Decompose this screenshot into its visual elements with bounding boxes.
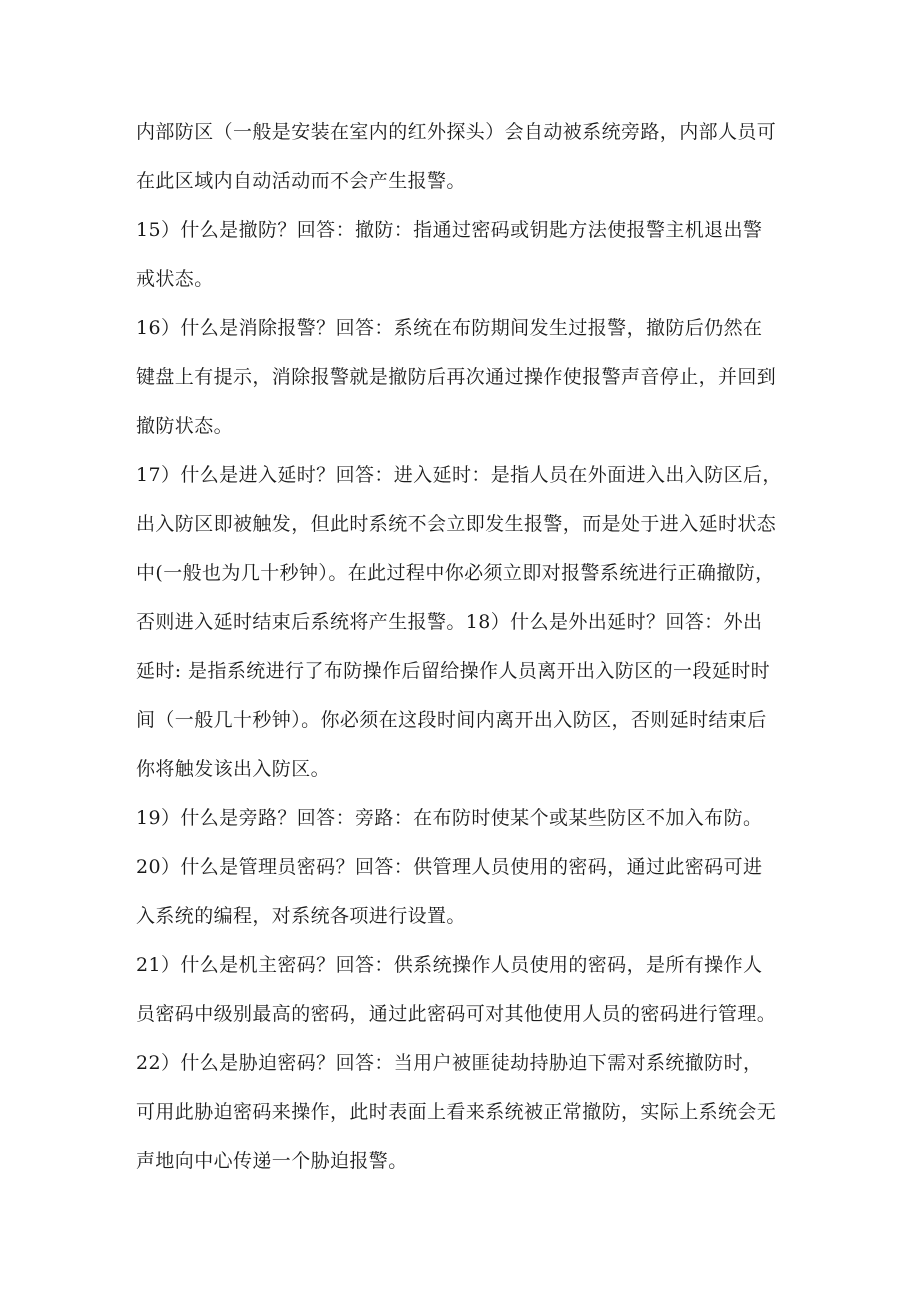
text-line: 17）什么是进入延时？回答：进入延时：是指人员在外面进入出入防区后，: [136, 464, 782, 486]
text-line: 戒状态。: [136, 268, 214, 290]
text-line: 延时: 是指系统进行了布防操作后留给操作人员离开出入防区的一段延时时: [136, 660, 771, 682]
text-line: 中(一般也为几十秒钟）。在此过程中你必须立即对报警系统进行正确撤防，: [136, 562, 775, 584]
text-line: 在此区域内自动活动而不会产生报警。: [136, 170, 466, 192]
text-line: 撤防状态。: [136, 415, 234, 437]
paragraph-q15-disarm: [136, 206, 796, 304]
text-line: 员密码中级别最高的密码，通过此密码可对其他使用人员的密码进行管理。: [136, 1003, 777, 1025]
document-body: [136, 108, 796, 1186]
paragraph-q19-bypass: [136, 794, 796, 843]
text-line: 19）什么是旁路？回答：旁路：在布防时使某个或某些防区不加入布防。: [136, 807, 763, 829]
text-line: 22）什么是胁迫密码？回答：当用户被匪徒劫持胁迫下需对系统撤防时，: [136, 1052, 763, 1074]
paragraph-q16-clear-alarm: [136, 304, 796, 451]
paragraph-q22-duress-password: [136, 1039, 796, 1186]
text-line: 出入防区即被触发，但此时系统不会立即发生报警，而是处于进入延时状态: [136, 513, 777, 535]
text-line: 否则进入延时结束后系统将产生报警。18）什么是外出延时？回答：外出: [136, 611, 763, 633]
text-line: 15）什么是撤防？回答：撤防：指通过密码或钥匙方法使报警主机退出警: [136, 219, 763, 241]
text-line: 16）什么是消除报警？回答：系统在布防期间发生过报警，撤防后仍然在: [136, 317, 763, 339]
text-line: 可用此胁迫密码来操作，此时表面上看来系统被正常撤防，实际上系统会无: [136, 1101, 777, 1123]
text-line: 21）什么是机主密码？回答：供系统操作人员使用的密码，是所有操作人: [136, 954, 763, 976]
text-line: 内部防区（一般是安装在室内的红外探头）会自动被系统旁路，内部人员可: [136, 121, 777, 143]
paragraph-q20-admin-password: [136, 843, 796, 941]
paragraph-q21-master-password: [136, 941, 796, 1039]
text-line: 键盘上有提示，消除报警就是撤防后再次通过操作使报警声音停止，并回到: [136, 366, 777, 388]
text-line: 你将触发该出入防区。: [136, 758, 331, 780]
text-line: 入系统的编程，对系统各项进行设置。: [136, 905, 466, 927]
text-line: 间（一般几十秒钟）。你必须在这段时间内离开出入防区，否则延时结束后: [136, 709, 767, 731]
paragraph-internal-zone: [136, 108, 796, 206]
text-line: 声地向中心传递一个胁迫报警。: [136, 1150, 408, 1172]
text-line: 20）什么是管理员密码？回答：供管理人员使用的密码，通过此密码可进: [136, 856, 763, 878]
paragraph-q17-q18-delays: [136, 451, 796, 794]
